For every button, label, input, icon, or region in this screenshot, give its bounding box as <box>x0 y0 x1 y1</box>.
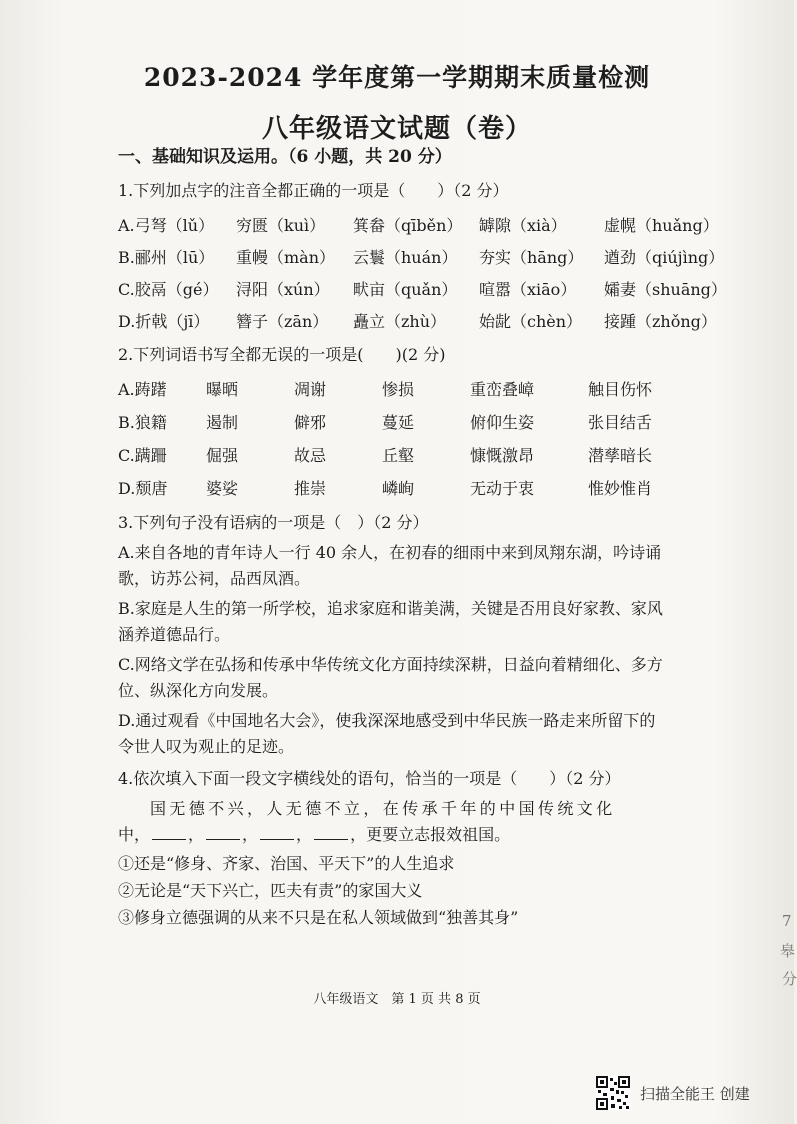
option-item: C.胶鬲（gé） <box>118 279 219 299</box>
option-line: 令世人叹为观止的足迹。 <box>118 737 295 756</box>
option-item: D.折戟（jī） <box>118 311 210 331</box>
question-1-option-d <box>118 304 717 336</box>
passage-line-blanks: 中， ， ， ， ，更要立志报效祖国。 <box>118 825 511 844</box>
option-line: 涵养道德品行。 <box>118 625 231 644</box>
scanner-watermark <box>596 1076 750 1110</box>
passage-text: 中， <box>118 825 151 844</box>
question-3-option-c <box>118 652 693 704</box>
edge-mark: 分 <box>782 970 797 988</box>
option-item: 浔阳（xún） <box>236 279 330 299</box>
option-item: A.弓弩（lǔ） <box>118 215 215 235</box>
option-item: 罅隙（xià） <box>479 215 567 235</box>
question-2-option-d <box>118 471 693 504</box>
option-item: 遏制 <box>206 413 239 432</box>
question-2-option-b <box>118 405 693 438</box>
edge-mark: 7 <box>782 912 792 930</box>
question-4-passage <box>118 796 693 848</box>
option-item: 推崇 <box>294 479 327 498</box>
option-item: 喧嚣（xiāo） <box>479 279 577 299</box>
option-item: 慷慨激昂 <box>470 446 535 465</box>
option-item: 接踵（zhǒng） <box>604 311 717 331</box>
question-2 <box>118 344 693 504</box>
fill-blank <box>314 825 348 840</box>
edge-mark: 皋 <box>780 942 796 960</box>
option-line: A.来自各地的青年诗人一行 40 余人，在初春的细雨中来到凤翔东湖，吟诗诵 <box>118 543 662 562</box>
question-4 <box>118 768 693 931</box>
fill-item: ①还是“修身、齐家、治国、平天下”的人生追求 <box>118 854 455 873</box>
option-item: 触目伤怀 <box>588 380 653 399</box>
option-item: 故忌 <box>294 446 327 465</box>
scanner-label: 扫描全能王 创建 <box>640 1084 750 1103</box>
question-1-stem: 1.下列加点字的注音全都正确的一项是（ ）（2 分） <box>118 181 509 200</box>
question-3-option-d <box>118 708 693 760</box>
option-item: 嶙峋 <box>382 479 415 498</box>
question-2-option-a <box>118 372 693 405</box>
question-2-stem: 2.下列词语书写全都无误的一项是( )(2 分) <box>118 345 446 364</box>
question-1-option-a <box>118 208 719 240</box>
option-item: A.踌躇 <box>118 380 167 399</box>
exam-title: 2023-2024 学年度第一学期期末质量检测 <box>143 63 651 92</box>
question-3-option-a <box>118 540 693 592</box>
question-3 <box>118 512 693 760</box>
option-item: 僻邪 <box>294 413 327 432</box>
option-item: 夯实（hāng） <box>479 247 584 267</box>
fill-item: ③修身立德强调的从来不只是在私人领域做到“独善其身” <box>118 908 519 927</box>
fill-blank <box>152 825 186 840</box>
fill-blank <box>260 825 294 840</box>
option-item: C.蹒跚 <box>118 446 167 465</box>
passage-line: 国无德不兴，人无德不立，在传承千年的中国传统文化 <box>150 799 616 818</box>
option-item: 曝晒 <box>206 380 239 399</box>
option-item: 孀妻（shuāng） <box>604 279 727 299</box>
question-1-option-c <box>118 272 727 304</box>
option-line: C.网络文学在弘扬和传承中华传统文化方面持续深耕，日益向着精细化、多方 <box>118 655 663 674</box>
page-footer: 八年级语文 第 1 页 共 8 页 <box>313 992 481 1007</box>
option-item: 潜孳暗长 <box>588 446 653 465</box>
question-4-items <box>118 850 693 931</box>
option-item: 丘壑 <box>382 446 415 465</box>
option-line: 位、纵深化方向发展。 <box>118 681 279 700</box>
passage-text: ，更要立志报效祖国。 <box>350 825 511 844</box>
option-item: 蔓延 <box>382 413 415 432</box>
option-item: 俯仰生姿 <box>470 413 535 432</box>
option-item: 穷匮（kuì） <box>236 215 326 235</box>
option-item: 簪子（zān） <box>236 311 329 331</box>
question-1-option-b <box>118 240 725 272</box>
fill-item: ②无论是“天下兴亡，匹夫有责”的家国大义 <box>118 881 423 900</box>
option-item: 始龀（chèn） <box>479 311 583 331</box>
option-item: B.狼籍 <box>118 413 167 432</box>
fill-blank <box>206 825 240 840</box>
option-line: D.通过观看《中国地名大会》，使我深深地感受到中华民族一路走来所留下的 <box>118 711 656 730</box>
option-item: 云鬟（huán） <box>353 247 458 267</box>
option-item: 张目结舌 <box>588 413 653 432</box>
option-item: 畎亩（quǎn） <box>353 279 458 299</box>
option-item: 虚幌（huǎng） <box>604 215 719 235</box>
section-heading: 一、基础知识及运用。（6 小题，共 20 分） <box>118 147 452 167</box>
option-item: 惨损 <box>382 380 415 399</box>
question-3-stem: 3.下列句子没有语病的一项是（ ）（2 分） <box>118 513 429 532</box>
option-item: 矗立（zhù） <box>353 311 447 331</box>
option-item: 倔强 <box>206 446 239 465</box>
exam-content <box>118 146 727 931</box>
exam-subtitle: 八年级语文试题（卷） <box>261 114 532 144</box>
option-item: 箕畚（qīběn） <box>353 215 463 235</box>
option-item: 重峦叠嶂 <box>470 380 535 399</box>
option-item: B.郦州（lū） <box>118 247 215 267</box>
question-2-option-c <box>118 438 693 471</box>
option-item: 重幔（màn） <box>236 247 336 267</box>
qr-code-icon <box>596 1076 630 1110</box>
option-item: D.颓唐 <box>118 479 168 498</box>
option-line: 歌，访苏公祠，品西凤酒。 <box>118 569 311 588</box>
option-line: B.家庭是人生的第一所学校，追求家庭和谐美满，关键是否用良好家教、家风 <box>118 599 663 618</box>
question-1 <box>118 180 727 336</box>
option-item: 惟妙惟肖 <box>588 479 653 498</box>
question-4-stem: 4.依次填入下面一段文字横线处的语句，恰当的一项是（ ）（2 分） <box>118 769 621 788</box>
question-3-option-b <box>118 596 693 648</box>
option-item: 遒劲（qiújìng） <box>604 247 725 267</box>
option-item: 无动于衷 <box>470 479 535 498</box>
option-item: 凋谢 <box>294 380 327 399</box>
option-item: 婆娑 <box>206 479 239 498</box>
